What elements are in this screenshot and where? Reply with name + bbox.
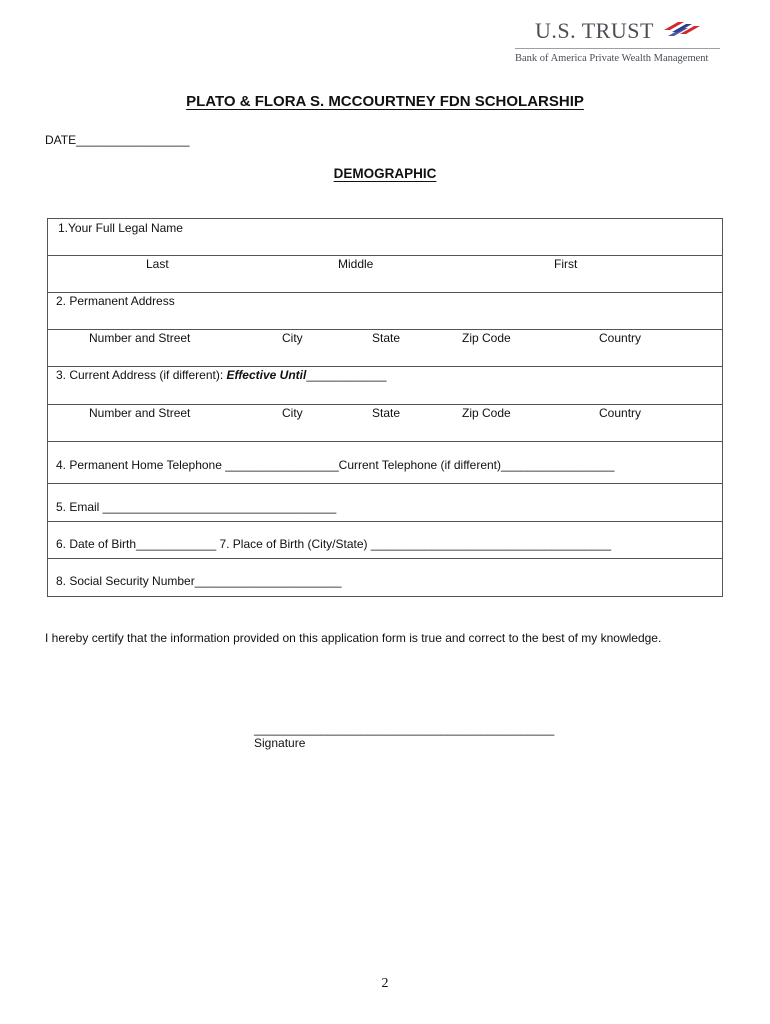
- logo-divider: [515, 48, 720, 49]
- row-divider: [48, 441, 722, 442]
- email-field[interactable]: 5. Email ___________________________________: [56, 500, 337, 514]
- row-divider: [48, 329, 722, 330]
- perm-address-city[interactable]: City: [282, 331, 303, 345]
- name-column-first[interactable]: First: [554, 257, 578, 271]
- effective-until-blank[interactable]: ____________: [306, 368, 387, 382]
- row-divider: [48, 292, 722, 293]
- curr-address-state[interactable]: State: [372, 406, 401, 420]
- signature-line[interactable]: _____________________________________________: [254, 722, 555, 736]
- telephone-field[interactable]: 4. Permanent Home Telephone _________________Current Telephone (if different)_________________: [56, 458, 615, 472]
- current-address-prefix: 3. Current Address (if different):: [56, 368, 227, 382]
- row-divider: [48, 483, 722, 484]
- section-title: DEMOGRAPHIC: [333, 166, 437, 181]
- name-column-last[interactable]: Last: [146, 257, 169, 271]
- date-field[interactable]: DATE_________________: [45, 133, 190, 147]
- page-title: PLATO & FLORA S. MCCOURTNEY FDN SCHOLARSHIP: [186, 93, 584, 110]
- permanent-address-label: 2. Permanent Address: [56, 294, 175, 308]
- certification-text: I hereby certify that the information provided on this application form is true and correct to the best of my knowledge.: [45, 631, 662, 645]
- perm-address-country[interactable]: Country: [599, 331, 642, 345]
- page-number: 2: [381, 976, 389, 991]
- name-column-middle[interactable]: Middle: [338, 257, 374, 271]
- perm-address-state[interactable]: State: [372, 331, 401, 345]
- signature-label: Signature: [254, 736, 306, 750]
- perm-address-street[interactable]: Number and Street: [89, 331, 191, 345]
- effective-until-label: Effective Until: [226, 368, 307, 382]
- row-divider: [48, 404, 722, 405]
- birth-field[interactable]: 6. Date of Birth____________ 7. Place of Birth (City/State) ____________________________________: [56, 537, 612, 551]
- current-address-label: [56, 368, 386, 382]
- curr-address-country[interactable]: Country: [599, 406, 642, 420]
- full-name-label: 1.Your Full Legal Name: [58, 221, 183, 235]
- curr-address-street[interactable]: Number and Street: [89, 406, 191, 420]
- demographic-form: [47, 218, 723, 597]
- perm-address-zip[interactable]: Zip Code: [462, 331, 511, 345]
- flag-logo-icon: [660, 18, 702, 40]
- curr-address-zip[interactable]: Zip Code: [462, 406, 511, 420]
- ssn-field[interactable]: 8. Social Security Number______________________: [56, 574, 342, 588]
- row-divider: [48, 521, 722, 522]
- logo-brand: U.S. TRUST: [535, 18, 654, 43]
- curr-address-city[interactable]: City: [282, 406, 303, 420]
- row-divider: [48, 255, 722, 256]
- row-divider: [48, 366, 722, 367]
- row-divider: [48, 558, 722, 559]
- logo-subtitle: Bank of America Private Wealth Management: [515, 53, 709, 64]
